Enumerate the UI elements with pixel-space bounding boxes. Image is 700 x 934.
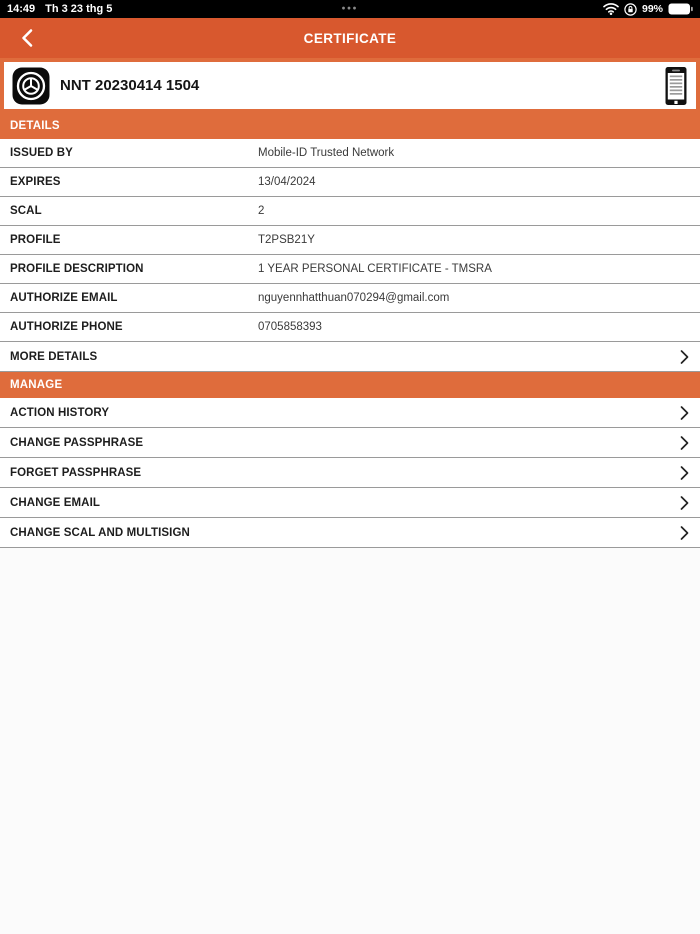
details-section-title: DETAILS xyxy=(10,120,60,132)
detail-value: 0705858393 xyxy=(258,321,322,333)
battery-icon xyxy=(668,3,693,15)
certificate-card-frame xyxy=(0,58,700,113)
certificate-name: NNT 20230414 1504 xyxy=(60,77,200,94)
detail-value: 1 YEAR PERSONAL CERTIFICATE - TMSRA xyxy=(258,263,492,275)
detail-label: ISSUED BY xyxy=(10,147,73,159)
detail-row-profile xyxy=(0,226,700,255)
detail-label: AUTHORIZE EMAIL xyxy=(10,292,118,304)
manage-label: CHANGE SCAL AND MULTISIGN xyxy=(10,526,190,539)
detail-row-profile-description xyxy=(0,255,700,284)
chevron-right-icon xyxy=(680,349,689,364)
detail-row-expires xyxy=(0,168,700,197)
detail-label: SCAL xyxy=(10,205,42,217)
detail-row-scal xyxy=(0,197,700,226)
orientation-lock-icon xyxy=(624,3,637,16)
manage-row-action-history[interactable] xyxy=(0,398,700,428)
detail-value: T2PSB21Y xyxy=(258,234,315,246)
detail-value: Mobile-ID Trusted Network xyxy=(258,147,395,159)
more-details-row[interactable] xyxy=(0,342,700,372)
detail-row-issued-by xyxy=(0,139,700,168)
back-chevron-icon xyxy=(21,28,33,48)
detail-row-authorize-email xyxy=(0,284,700,313)
detail-label: AUTHORIZE PHONE xyxy=(10,321,123,333)
manage-label: CHANGE PASSPHRASE xyxy=(10,436,144,449)
status-time: 14:49 xyxy=(7,3,36,15)
detail-value: nguyennhatthuan070294@gmail.com xyxy=(258,292,450,304)
app-bar xyxy=(0,18,700,58)
page-title: CERTIFICATE xyxy=(303,30,397,46)
manage-section-header xyxy=(0,372,700,398)
back-button[interactable] xyxy=(10,18,44,58)
detail-value: 2 xyxy=(258,205,265,217)
mobile-device-icon[interactable] xyxy=(664,66,688,106)
chevron-right-icon xyxy=(680,435,689,450)
chevron-right-icon xyxy=(680,525,689,540)
certificate-card xyxy=(4,62,696,109)
manage-label: ACTION HISTORY xyxy=(10,406,110,419)
battery-percent: 99% xyxy=(641,3,663,15)
wifi-icon xyxy=(603,3,619,15)
chevron-right-icon xyxy=(680,465,689,480)
detail-value: 13/04/2024 xyxy=(258,176,316,188)
detail-row-authorize-phone xyxy=(0,313,700,342)
multitask-dots-icon: ••• xyxy=(341,3,359,15)
status-date: Th 3 23 thg 5 xyxy=(45,3,113,15)
manage-row-change-scal-multisign[interactable] xyxy=(0,518,700,548)
details-section-header xyxy=(0,113,700,139)
manage-label: CHANGE EMAIL xyxy=(10,496,101,509)
manage-section-title: MANAGE xyxy=(10,379,63,391)
chevron-right-icon xyxy=(680,405,689,420)
manage-label: FORGET PASSPHRASE xyxy=(10,466,142,479)
detail-label: EXPIRES xyxy=(10,176,61,188)
chevron-right-icon xyxy=(680,495,689,510)
status-bar xyxy=(0,0,700,18)
more-details-label: MORE DETAILS xyxy=(10,350,98,363)
manage-row-change-email[interactable] xyxy=(0,488,700,518)
detail-label: PROFILE DESCRIPTION xyxy=(10,263,144,275)
manage-row-forget-passphrase[interactable] xyxy=(0,458,700,488)
detail-label: PROFILE xyxy=(10,234,61,246)
manage-row-change-passphrase[interactable] xyxy=(0,428,700,458)
mobileid-logo-icon xyxy=(12,67,50,105)
